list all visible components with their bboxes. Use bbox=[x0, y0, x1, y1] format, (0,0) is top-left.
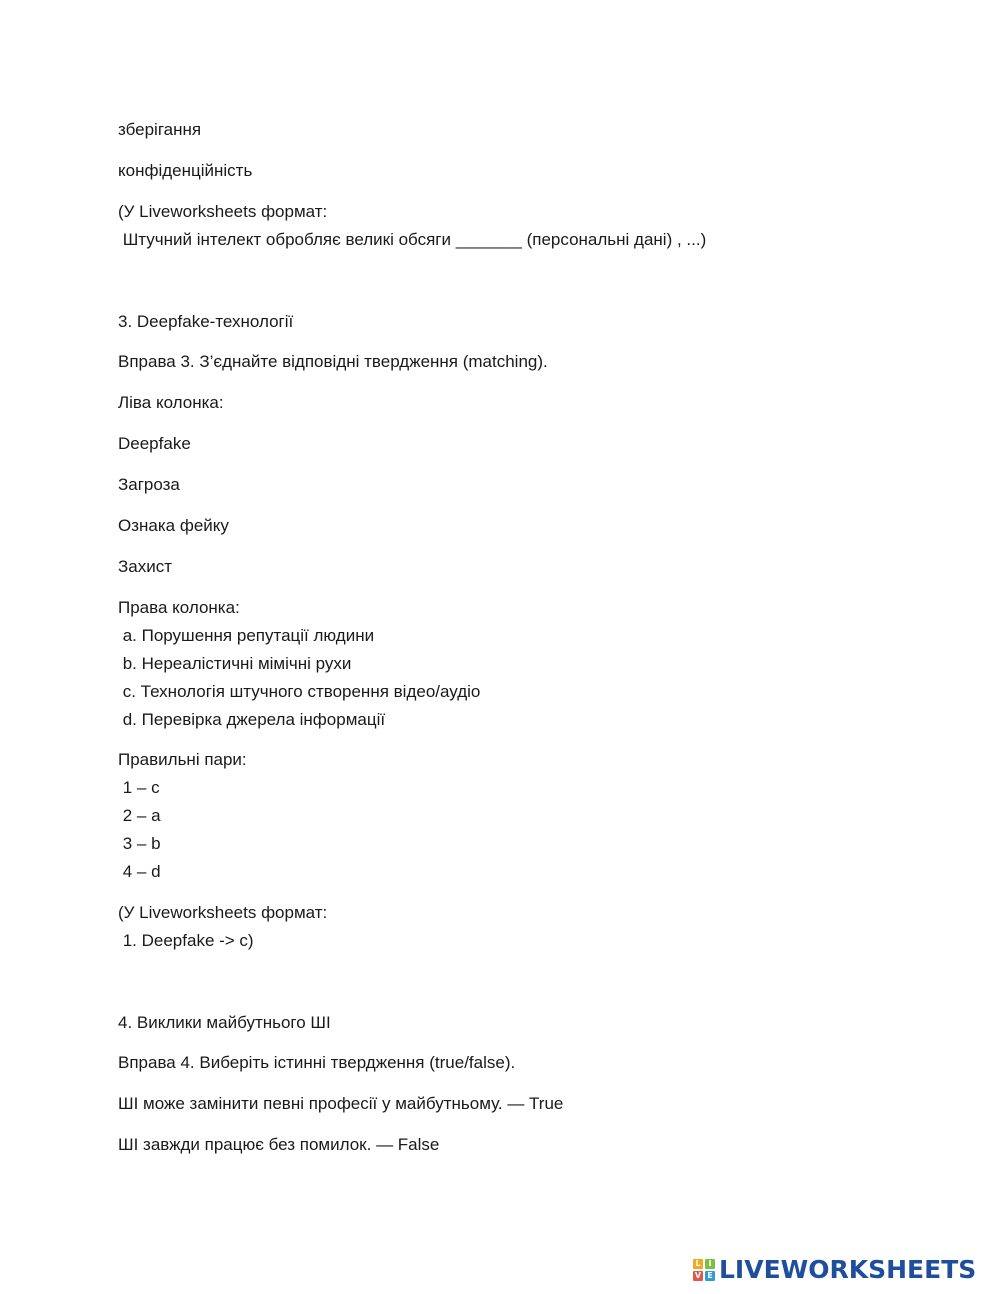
exercise-4-instruction: Вправа 4. Виберіть істинні твердження (true/false). bbox=[118, 1053, 516, 1072]
left-column-label: Ліва колонка: bbox=[118, 393, 224, 412]
left-item-threat: Загроза bbox=[118, 475, 180, 494]
liveworksheets-format-note: (У Liveworksheets формат: bbox=[118, 202, 328, 221]
text-line-privacy: конфіденційність bbox=[118, 161, 253, 180]
left-item-protection: Захист bbox=[118, 557, 173, 576]
right-item-c: c. Технологія штучного створення відео/аудіо bbox=[118, 682, 481, 701]
pair-1: 1 – c bbox=[118, 778, 160, 797]
liveworksheets-logo bbox=[693, 1255, 976, 1285]
section-heading-ai-challenges: 4. Виклики майбутнього ШІ bbox=[118, 1013, 331, 1032]
text-line-storage: зберігання bbox=[118, 120, 202, 139]
pair-3: 3 – b bbox=[118, 834, 161, 853]
exercise-3-instruction: Вправа 3. З’єднайте відповідні твердження (matching). bbox=[118, 352, 548, 371]
logo-mark-l: L bbox=[693, 1259, 703, 1269]
left-item-deepfake: Deepfake bbox=[118, 434, 191, 453]
section-heading-deepfake: 3. Deepfake-технології bbox=[118, 312, 294, 331]
logo-mark-v: V bbox=[694, 1271, 702, 1280]
matching-format-example: 1. Deepfake -> c) bbox=[118, 931, 254, 950]
liveworksheets-logo-mark-icon bbox=[693, 1259, 715, 1281]
right-item-d: d. Перевірка джерела інформації bbox=[118, 710, 386, 729]
right-item-b: b. Нереалістичні мімічні рухи bbox=[118, 654, 352, 673]
liveworksheets-format-note-2: (У Liveworksheets формат: bbox=[118, 903, 328, 922]
right-column-label: Права колонка: bbox=[118, 598, 240, 617]
left-item-fake-sign: Ознака фейку bbox=[118, 516, 229, 535]
statement-false: ШІ завжди працює без помилок. — False bbox=[118, 1135, 440, 1154]
right-item-a: a. Порушення репутації людини bbox=[118, 626, 375, 645]
fill-blank-example: Штучний інтелект обробляє великі обсяги _______ (персональні дані) , ...) bbox=[118, 230, 707, 249]
pair-4: 4 – d bbox=[118, 862, 161, 881]
statement-true: ШІ може замінити певні професії у майбутньому. — True bbox=[118, 1094, 564, 1113]
correct-pairs-label: Правильні пари: bbox=[118, 750, 247, 769]
logo-mark-e: E bbox=[705, 1271, 715, 1281]
pair-2: 2 – a bbox=[118, 806, 161, 825]
logo-mark-i: I bbox=[705, 1259, 715, 1269]
liveworksheets-logo-text: LIVEWORKSHEETS bbox=[719, 1255, 977, 1284]
